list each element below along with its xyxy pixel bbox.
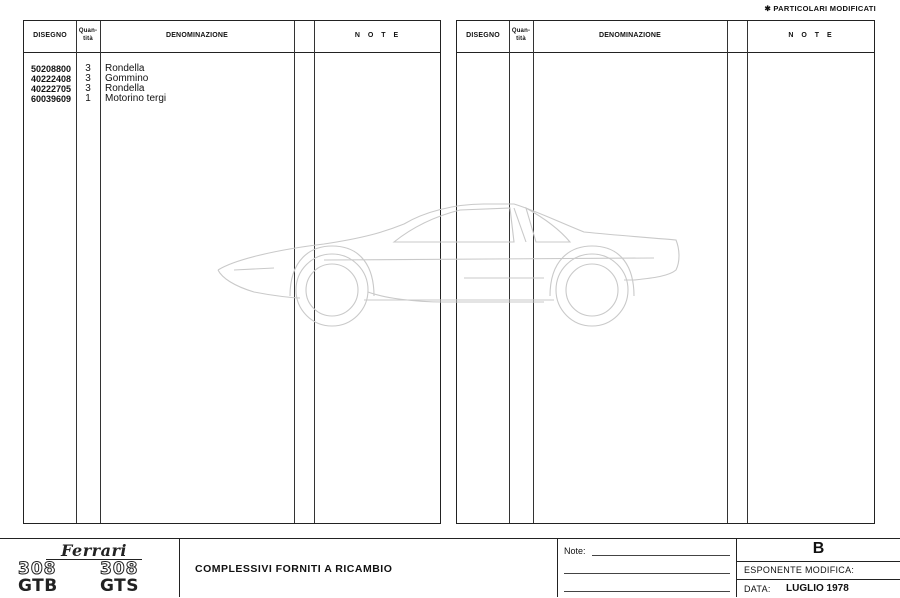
model-308-gtb-number: 308 xyxy=(18,559,57,579)
column-divider xyxy=(747,21,748,523)
ferrari-logo-text: Ferrari xyxy=(61,541,127,560)
part-name: Motorino tergi xyxy=(105,93,167,104)
car-silhouette-icon xyxy=(214,198,690,330)
part-name: Rondella xyxy=(105,83,145,94)
notes-line xyxy=(564,591,730,592)
part-quantity: 1 xyxy=(85,93,91,104)
column-divider xyxy=(727,21,728,523)
part-code: 40222408 xyxy=(31,74,72,84)
header-quantita-line2: tità xyxy=(83,36,93,42)
notes-line xyxy=(564,573,730,574)
header-quantita-line2: tità xyxy=(516,36,526,42)
header-denominazione: DENOMINAZIONE xyxy=(598,32,662,39)
modified-parts-legend: ✱ PARTICOLARI MODIFICATI xyxy=(764,4,876,13)
notes-label: Note: xyxy=(564,546,586,556)
part-quantity: 3 xyxy=(85,73,91,84)
header-denominazione: DENOMINAZIONE xyxy=(165,32,229,39)
header-note: N O T E xyxy=(354,32,402,39)
title-block xyxy=(0,538,900,597)
model-gts-label: GTS xyxy=(100,576,139,596)
header-quantita-line1: Quan- xyxy=(511,28,531,34)
part-code: 50208800 xyxy=(31,64,72,74)
part-code: 40222705 xyxy=(31,84,72,94)
model-308-gts-number: 308 xyxy=(100,559,139,579)
header-note: N O T E xyxy=(788,32,835,39)
part-quantity: 3 xyxy=(85,83,91,94)
footer-divider xyxy=(179,539,180,597)
part-name: Gommino xyxy=(105,73,149,84)
column-divider xyxy=(100,21,101,523)
table-header-left xyxy=(24,21,440,53)
date-value: LUGLIO 1978 xyxy=(786,583,849,594)
header-disegno: DISEGNO xyxy=(466,32,500,39)
ferrari-logo-block xyxy=(14,539,164,598)
table-header-right xyxy=(457,21,874,53)
header-disegno: DISEGNO xyxy=(33,32,67,39)
part-code: 60039609 xyxy=(31,94,72,104)
header-quantita-line1: Quan- xyxy=(78,28,98,34)
header-quantita xyxy=(76,27,100,43)
date-divider xyxy=(737,579,900,580)
revision-divider xyxy=(737,561,900,562)
model-gtb-label: GTB xyxy=(18,576,58,596)
revision-label: ESPONENTE MODIFICA: xyxy=(744,565,855,575)
notes-line xyxy=(592,555,730,556)
header-quantita xyxy=(509,27,533,43)
date-label: DATA: xyxy=(744,584,771,594)
revision-letter: B xyxy=(812,540,825,557)
part-quantity: 3 xyxy=(85,63,91,74)
footer-divider xyxy=(557,539,558,597)
part-name: Rondella xyxy=(105,63,145,74)
document-title: COMPLESSIVI FORNITI A RICAMBIO xyxy=(195,563,393,575)
